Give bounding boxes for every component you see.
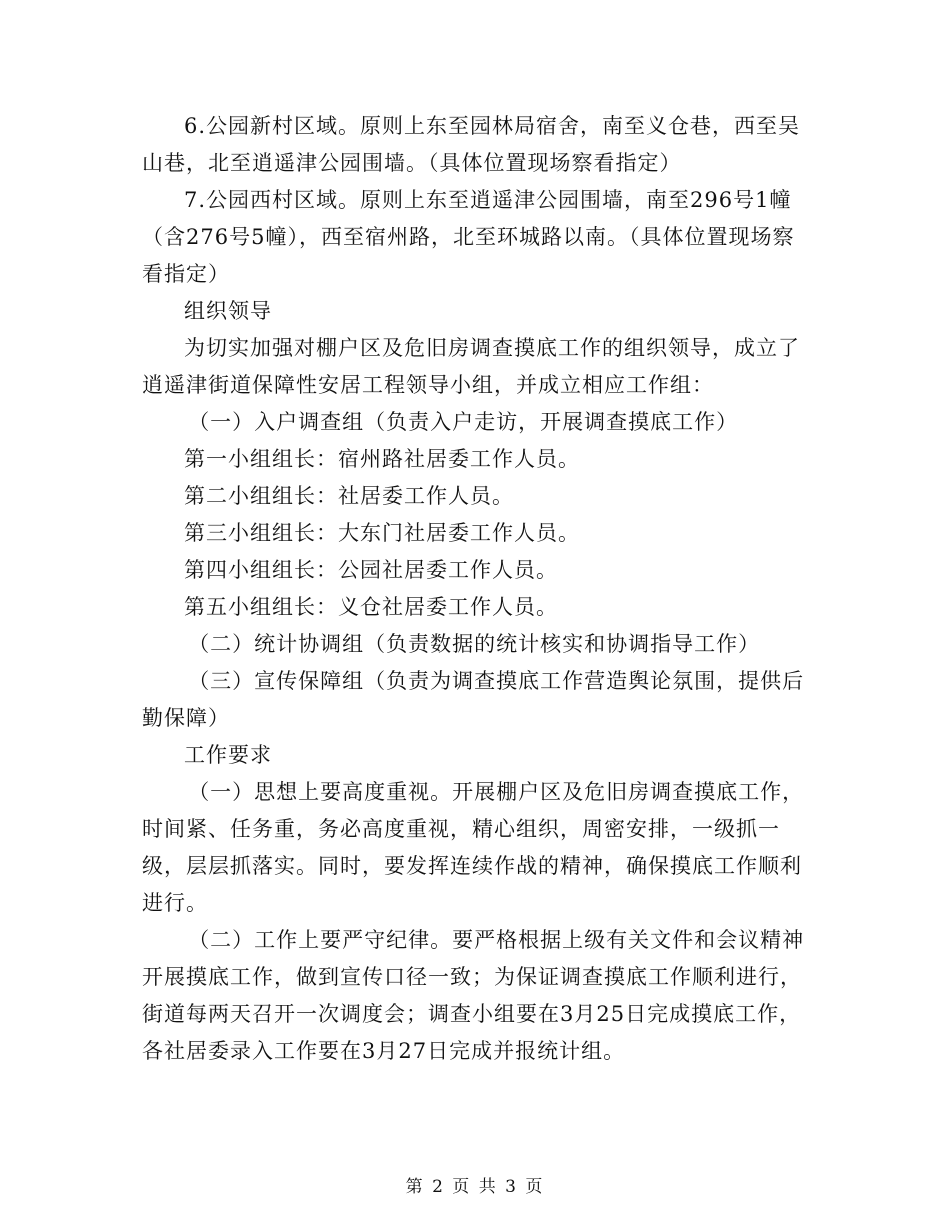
paragraph-group-3: （三）宣传保障组（负责为调查摸底工作营造舆论氛围，提供后勤保障） [142, 669, 805, 730]
paragraph-organization-intro: 为切实加强对棚户区及危旧房调查摸底工作的组织领导，成立了逍遥津街道保障性安居工程领导小组，并成立相应工作组： [142, 336, 800, 397]
section-heading-requirements: 工作要求 [184, 743, 272, 767]
paragraph-group-1: （一）入户调查组（负责入户走访，开展调查摸底工作） [188, 410, 739, 434]
section-heading-organization: 组织领导 [184, 299, 272, 323]
paragraph-requirement-2: （二）工作上要严守纪律。要严格根据上级有关文件和会议精神开展摸底工作，做到宣传口径一致；为保证调查摸底工作顺利进行，街道每两天召开一次调度会；调查小组要在3月25日完成摸底工作，各社居委录入工作要在3月27日完成并报统计组。 [142, 928, 805, 1063]
paragraph-team-leader-1: 第一小组组长：宿州路社居委工作人员。 [184, 447, 580, 471]
paragraph-group-2: （二）统计协调组（负责数据的统计核实和协调指导工作） [188, 632, 761, 656]
document-body [142, 108, 810, 1070]
paragraph-area-6: 6.公园新村区域。原则上东至园林局宿舍，南至义仓巷，西至吴山巷，北至逍遥津公园围墙。（具体位置现场察看指定） [142, 114, 801, 175]
paragraph-team-leader-5: 第五小组组长：义仓社居委工作人员。 [184, 595, 558, 619]
paragraph-team-leader-3: 第三小组组长：大东门社居委工作人员。 [184, 521, 580, 545]
paragraph-team-leader-2: 第二小组组长：社居委工作人员。 [184, 484, 514, 508]
paragraph-area-7: 7.公园西村区域。原则上东至逍遥津公园围墙，南至296号1幢（含276号5幢），西至宿州路，北至环城路以南。（具体位置现场察看指定） [142, 188, 795, 286]
paragraph-requirement-1: （一）思想上要高度重视。开展棚户区及危旧房调查摸底工作，时间紧、任务重，务必高度重视，精心组织，周密安排，一级抓一级，层层抓落实。同时，要发挥连续作战的精神，确保摸底工作顺利进行。 [142, 780, 805, 915]
page-number-footer: 第 2 页 共 3 页 [405, 1177, 545, 1197]
paragraph-team-leader-4: 第四小组组长：公园社居委工作人员。 [184, 558, 558, 582]
